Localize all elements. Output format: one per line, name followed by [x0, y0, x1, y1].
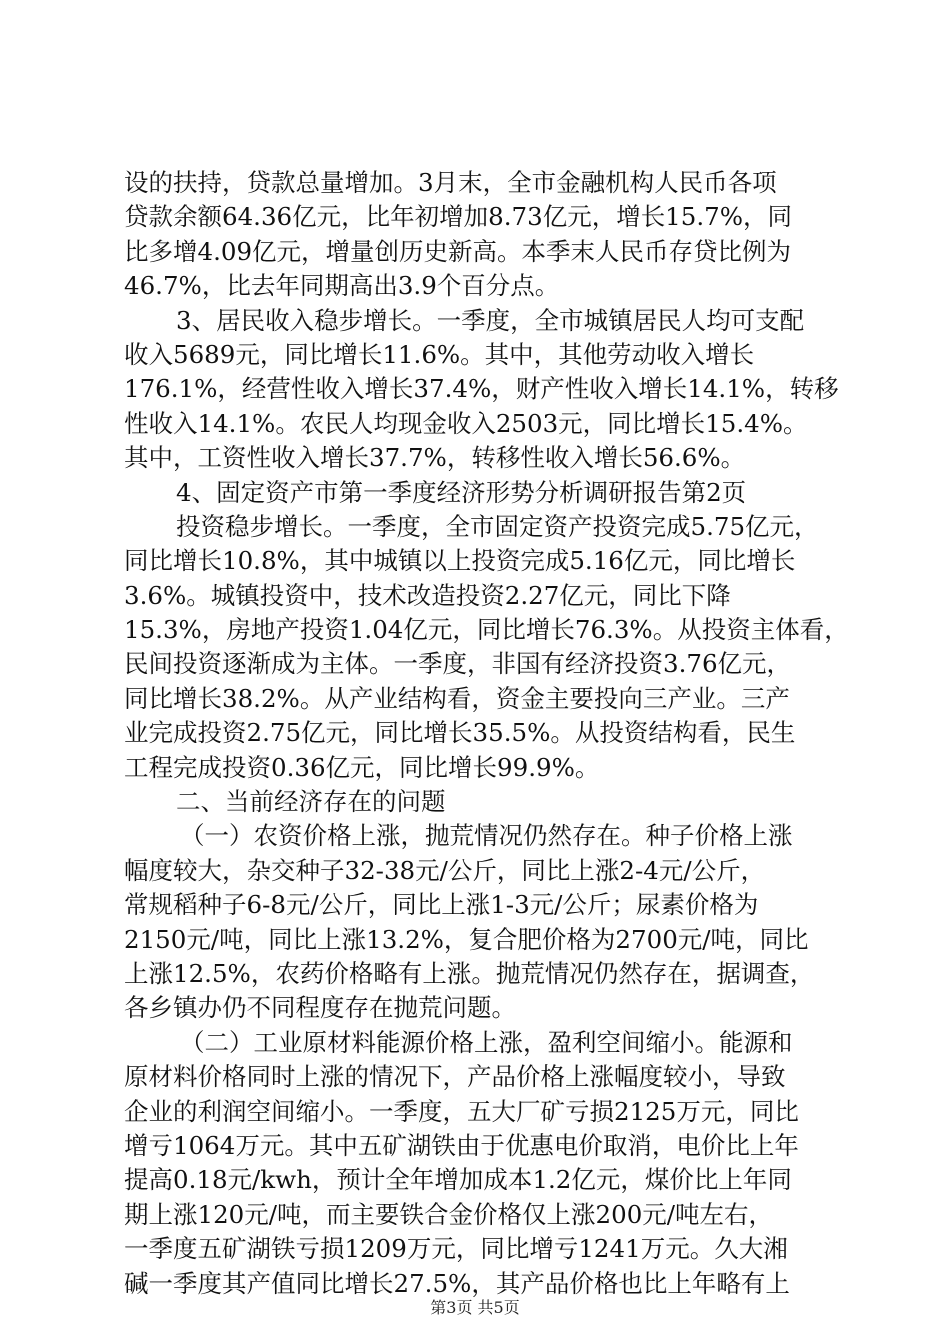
text-line: 4、固定资产市第一季度经济形势分析调研报告第2页 — [176, 477, 747, 507]
text-line: 增亏1064万元。其中五矿湖铁由于优惠电价取消，电价比上年 — [124, 1130, 799, 1160]
text-line: 15.3%，房地产投资1.04亿元，同比增长76.3%。从投资主体看， — [124, 615, 849, 645]
text-line: 同比增长10.8%，其中城镇以上投资完成5.16亿元，同比增长 — [124, 546, 796, 576]
text-line: 企业的利润空间缩小。一季度，五大厂矿亏损2125万元，同比 — [124, 1096, 799, 1126]
text-line: 同比增长38.2%。从产业结构看，资金主要投向三产业。三产 — [124, 683, 790, 713]
text-line: 上涨12.5%，农药价格略有上涨。抛荒情况仍然存在，据调查， — [124, 958, 815, 988]
text-line: 常规稻种子6-8元/公斤，同比上涨1-3元/公斤；尿素价格为 — [124, 890, 759, 920]
text-line: 工程完成投资0.36亿元，同比增长99.9%。 — [124, 752, 600, 782]
text-line: 一季度五矿湖铁亏损1209万元，同比增亏1241万元。久大湘 — [124, 1234, 788, 1264]
text-line: 比多增4.09亿元，增量创历史新高。本季末人民币存贷比例为 — [124, 236, 792, 266]
text-line: 原材料价格同时上涨的情况下，产品价格上涨幅度较小，导致 — [124, 1062, 786, 1092]
page-footer: 第3页 共5页 — [430, 1298, 520, 1317]
text-line: 3、居民收入稳步增长。一季度，全市城镇居民人均可支配 — [176, 305, 805, 335]
text-line: 贷款余额64.36亿元，比年初增加8.73亿元，增长15.7%，同 — [124, 202, 793, 232]
text-line: 期上涨120元/吨，而主要铁合金价格仅上涨200元/吨左右， — [124, 1199, 774, 1229]
text-line: 碱一季度其产值同比增长27.5%，其产品价格也比上年略有上 — [124, 1268, 790, 1298]
text-line: 176.1%，经营性收入增长37.4%，财产性收入增长14.1%，转移 — [124, 374, 839, 404]
text-line: 提高0.18元/kwh，预计全年增加成本1.2亿元，煤价比上年同 — [124, 1165, 792, 1195]
text-line: （二）工业原材料能源价格上涨，盈利空间缩小。能源和 — [180, 1027, 793, 1057]
text-line: （一）农资价格上涨，抛荒情况仍然存在。种子价格上涨 — [180, 821, 793, 851]
text-line: 业完成投资2.75亿元，同比增长35.5%。从投资结构看，民生 — [124, 718, 796, 748]
document-body — [124, 166, 849, 1301]
text-line: 幅度较大，杂交种子32-38元/公斤，同比上涨2-4元/公斤， — [124, 855, 766, 885]
text-line: 2150元/吨，同比上涨13.2%，复合肥价格为2700元/吨，同比 — [124, 924, 809, 954]
text-line: 性收入14.1%。农民人均现金收入2503元，同比增长15.4%。 — [124, 408, 808, 438]
text-line: 二、当前经济存在的问题 — [176, 787, 446, 817]
text-line: 民间投资逐渐成为主体。一季度，非国有经济投资3.76亿元， — [124, 649, 792, 679]
text-line: 46.7%，比去年同期高出3.9个百分点。 — [124, 271, 560, 301]
text-line: 收入5689元，同比增长11.6%。其中，其他劳动收入增长 — [124, 339, 755, 369]
text-line: 其中，工资性收入增长37.7%，转移性收入增长56.6%。 — [124, 443, 746, 473]
text-line: 各乡镇办仍不同程度存在抛荒问题。 — [124, 993, 516, 1023]
text-line: 3.6%。城镇投资中，技术改造投资2.27亿元，同比下降 — [124, 580, 731, 610]
text-line: 投资稳步增长。一季度，全市固定资产投资完成5.75亿元， — [176, 511, 819, 541]
text-line: 设的扶持，贷款总量增加。3月末，全市金融机构人民币各项 — [124, 168, 777, 197]
